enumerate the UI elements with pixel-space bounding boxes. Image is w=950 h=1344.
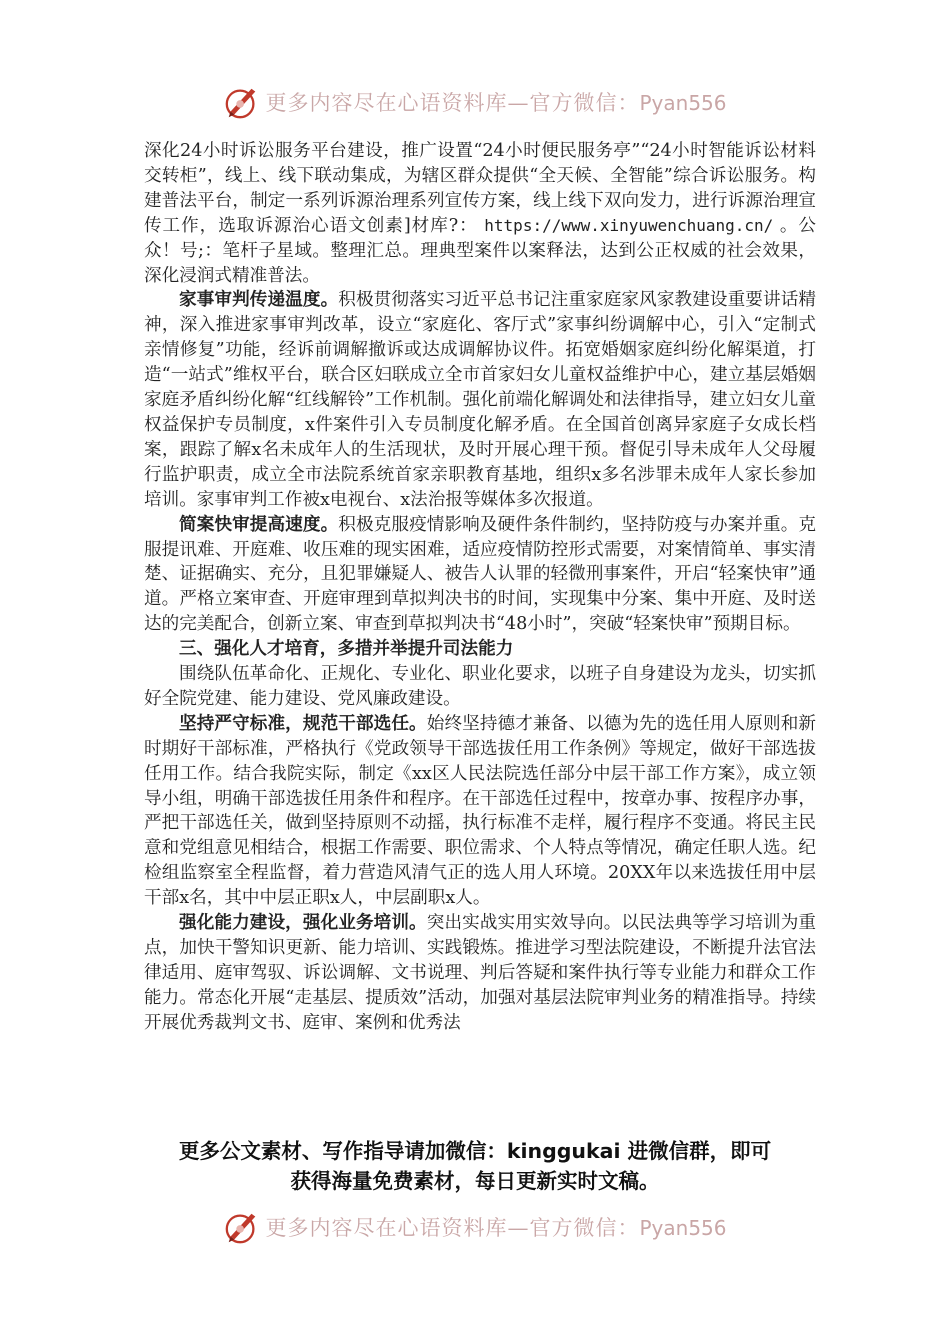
promo-notice-line-1: 更多公文素材、写作指导请加微信：kinggukai 进微信群，即可 [178,1139,772,1163]
paragraph-cadre-selection: 坚持严守标准，规范干部选任。始终坚持德才兼备、以德为先的选任用人原则和新时期好干部标准，严格执行《党政领导干部选拔任用工作条例》等规定，做好干部选拔任用工作。结合我院实际，制定《xx区人民法院选任部分中层干部工作方案》，成立领导小组，明确干部选拔任用条件和程序。在干部选任过程中，按章办事、按程序办事，严把干部选任关，做到坚持原则不动摇，执行标准不走样，履行程序不变通。将民主民意和党组意见相结合，根据工作需要、职位需求、个人特点等情况，确定任职人选。纪检组监察室全程监督，着力营造风清气正的选人用人环境。20XX年以来选拔任用中层干部x名，其中中层正职x人，中层副职x人。 [144,712,816,909]
paragraph-heading: 简案快审提高速度。 [179,513,339,535]
paragraph-capacity-building: 强化能力建设，强化业务培训。突出实战实用实效导向。以民法典等学习培训为重点，加快干警知识更新、能力培训、实践锻炼。推进学习型法院建设，不断提升法官法律适用、庭审驾驭、诉讼调解、文书说理、判后答疑和案件执行等专业能力和群众工作能力。常态化开展“走基层、提质效”活动，加强对基层法院审判业务的精准指导。持续开展优秀裁判文书、庭审、案例和优秀法 [144,912,816,1033]
pen-circle-logo-icon [223,1208,261,1246]
paragraph-heading: 家事审判传递温度。 [179,289,339,311]
section-heading-3 [144,637,816,662]
paragraph-family-trial: 家事审判传递温度。积极贯彻落实习近平总书记注重家庭家风家教建设重要讲话精神，深入推进家事审判改革，设立“家庭化、客厅式”家事纠纷调解中心，引入“定制式亲情修复”功能，经诉前调解撤诉或达成调解协议件。拓宽婚姻家庭纠纷化解渠道，打造“一站式”维权平台，联合区妇联成立全市首家妇女儿童权益维护中心，建立基层婚姻家庭矛盾纠纷化解“红线解铃”工作机制。强化前端化解调处和法律指导，建立妇女儿童权益保护专员制度，x件案件引入专员制度化解矛盾。在全国首创离异家庭子女成长档案，跟踪了解x名未成年人的生活现状，及时开展心理干预。督促引导未成年人父母履行监护职责，成立全市法院系统首家亲职教育基地，组织x多名涉罪未成年人家长参加培训。家事审判工作被x电视台、x法治报等媒体多次报道。 [144,289,816,510]
paragraph-simple-cases: 简案快审提高速度。积极克服疫情影响及硬件条件制约，坚持防疫与办案并重。克服提讯难、开庭难、收压难的现实困难，适应疫情防控形式需要，对案情简单、事实清楚、证据确实、充分，且犯罪嫌疑人、被告人认罪的轻微刑事案件，开启“轻案快审”通道。严格立案审查、开庭审理到草拟判决书的时间，实现集中分案、集中开庭、及时送达的完美配合，创新立案、审查到草拟判决书“48小时”，突破“轻案快审”预期目标。 [144,513,816,635]
section-title: 三、强化人才培育，多措并举提升司法能力 [179,638,514,660]
paragraph-team-building: 围绕队伍革命化、正规化、专业化、职业化要求，以班子自身建设为龙头，切实抓好全院党建、能力建设、党风廉政建设。 [144,664,816,709]
promo-notice-line-2: 获得海量免费素材，每日更新实时文稿。 [290,1169,660,1193]
paragraph-heading: 强化能力建设，强化业务培训。 [179,912,427,934]
promo-notice [100,1136,850,1196]
document-body [144,139,816,1036]
footer-banner [0,1207,950,1247]
footer-banner-text: 更多内容尽在心语资料库—官方微信：Pyan556 [265,1216,727,1240]
paragraph-1: 深化24小时诉讼服务平台建设，推广设置“24小时便民服务亭”“24小时智能诉讼材料交转柜”，线上、线下联动集成，为辖区群众提供“全天候、全智能”综合诉讼服务。构建普法平台，制定一系列诉源治理系列宣传方案，线上线下双向发力，进行诉源治理宣传工作，选取诉源治心语文创素]材库?： https://www.xinyuwenchuang.cn/ 。公众！号;：笔杆子星域。整理汇总。理典型案件以案释法，达到公正权威的社会效果，深化浸润式精准普法。 [144,141,816,286]
header-banner [0,82,950,122]
website-url: https://www.xinyuwenchuang.cn/ [484,215,774,235]
header-banner-text: 更多内容尽在心语资料库—官方微信：Pyan556 [265,91,727,115]
pen-circle-logo-icon [223,83,261,121]
paragraph-heading: 坚持严守标准，规范干部选任。 [179,712,427,734]
